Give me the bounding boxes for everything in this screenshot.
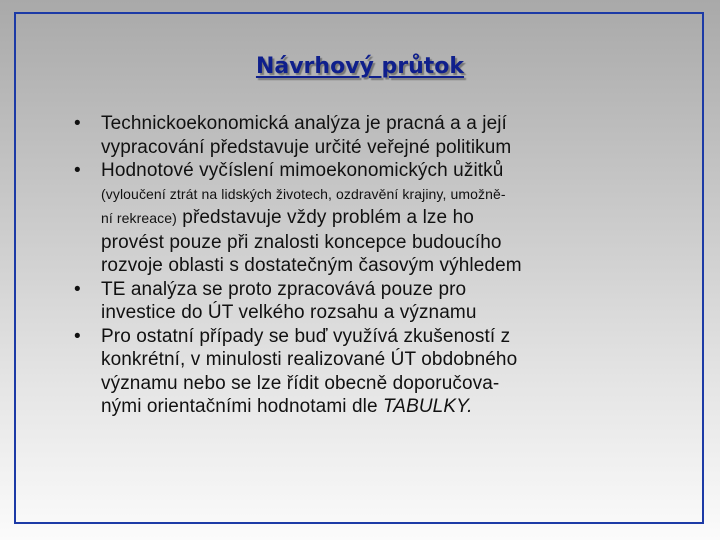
bullet-4-line-1: Pro ostatní případy se buď využívá zkušeností z [101,325,511,347]
bullet-3-line-1: TE analýza se proto zpracovává pouze pro [101,278,467,300]
bullet-item-2 [70,159,690,278]
bullet-item-4 [70,325,690,419]
bullet-4-line-2: konkrétní, v minulosti realizované ÚT obdobného [101,349,518,370]
bullet-mark: • [74,278,81,300]
bullet-2-line-5: rozvoje oblasti s dostatečným časovým výhledem [101,255,522,276]
bullet-3-line-2: investice do ÚT velkého rozsahu a významu [101,302,477,323]
bullet-item-1 [70,112,690,159]
bullet-2-small-line-1: (vyloučení ztrát na lidských životech, ozdravění krajiny, umožně- [101,185,506,202]
bullet-mark: • [74,325,81,347]
bullet-4-last-line-plain: nými orientačními hodnotami dle [101,396,384,417]
bullet-mark: • [74,160,81,181]
bullet-2-line-after-small: představuje vždy problém a lze ho [176,207,474,228]
slide-title: Návrhový průtok [255,54,465,79]
bullet-item-3 [70,278,690,325]
bullet-4-line-4 [101,395,690,419]
bullet-4-line-3: významu nebo se lze řídit obecně doporučova- [101,372,500,394]
bullet-list [70,112,690,419]
bullet-mark: • [74,113,81,134]
bullet-2-mixed-line [101,206,690,231]
bullet-2-line-4: provést pouze při znalosti koncepce budoucího [101,231,502,253]
bullet-2-small-line-2: ní rekreace) [101,210,177,226]
bullet-1-line-1: Technickoekonomická analýza je pracná a a její [101,113,507,134]
bullet-4-last-line-italic: TABULKY. [383,396,473,417]
bullet-1-line-2: vypracování představuje určité veřejné politikum [101,136,512,158]
bullet-2-line-1: Hodnotové vyčíslení mimoekonomických užitků [101,160,504,181]
